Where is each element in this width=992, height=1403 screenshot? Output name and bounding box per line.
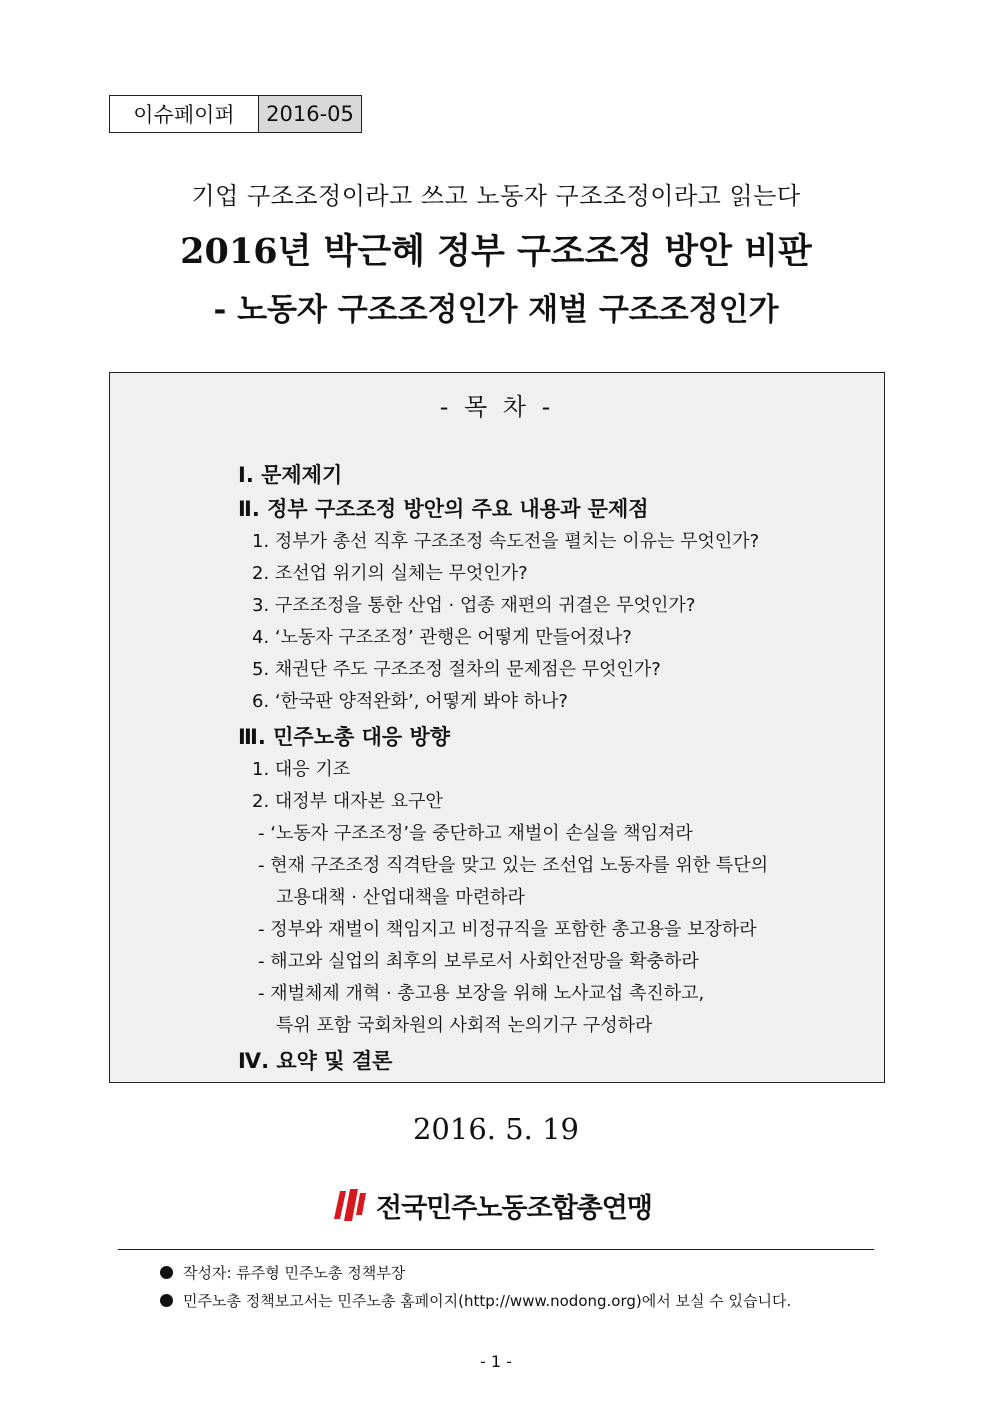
logo-text: 전국민주노동조합총연맹 bbox=[376, 1192, 652, 1224]
toc-item: 6. ‘한국판 양적완화’, 어떻게 봐야 하나? bbox=[252, 691, 568, 712]
toc-item: 3. 구조조정을 통한 산업 · 업종 재편의 귀결은 무엇인가? bbox=[252, 595, 696, 616]
toc-item: 1. 정부가 총선 직후 구조조정 속도전을 펼치는 이유는 무엇인가? bbox=[252, 531, 760, 552]
footer-divider bbox=[118, 1249, 874, 1250]
toc-item: 고용대책 · 산업대책을 마련하라 bbox=[276, 887, 525, 908]
table-of-contents bbox=[109, 372, 885, 1083]
toc-heading: - 목 차 - bbox=[439, 393, 555, 421]
toc-item: 특위 포함 국회차원의 사회적 논의기구 구성하라 bbox=[276, 1015, 653, 1036]
toc-item: 5. 채권단 주도 구조조정 절차의 문제점은 무엇인가? bbox=[252, 659, 661, 680]
kctu-flag-icon bbox=[330, 1185, 370, 1225]
publication-date: 2016. 5. 19 bbox=[412, 1112, 580, 1146]
toc-item: 4. ‘노동자 구조조정’ 관행은 어떻게 만들어졌나? bbox=[252, 627, 632, 648]
tag-label: 이슈페이퍼 bbox=[110, 96, 259, 132]
tag-number: 2016-05 bbox=[259, 96, 361, 132]
toc-item: 1. 대응 기조 bbox=[252, 759, 351, 780]
toc-item: - 현재 구조조정 직격탄을 맞고 있는 조선업 노동자를 위한 특단의 bbox=[258, 855, 769, 876]
toc-item: 2. 조선업 위기의 실체는 무엇인가? bbox=[252, 563, 528, 584]
document-title: 2016년 박근혜 정부 구조조정 방안 비판 bbox=[180, 231, 812, 272]
bullet-icon bbox=[160, 1266, 173, 1279]
toc-section: Ⅳ. 요약 및 결론 bbox=[238, 1049, 393, 1073]
issue-paper-tag bbox=[109, 95, 362, 133]
footer-note-website bbox=[160, 1290, 791, 1311]
toc-section: Ⅰ. 문제제기 bbox=[238, 463, 343, 487]
footer-note-author bbox=[160, 1262, 405, 1283]
kctu-logo bbox=[330, 1185, 652, 1225]
footer-note-text: 민주노총 정책보고서는 민주노총 홈페이지(http://www.nodong.org)에서 보실 수 있습니다. bbox=[183, 1292, 792, 1310]
bullet-icon bbox=[160, 1294, 173, 1307]
toc-section: Ⅱ. 정부 구조조정 방안의 주요 내용과 문제점 bbox=[238, 497, 649, 521]
page-number: - 1 - bbox=[480, 1352, 512, 1371]
toc-section: Ⅲ. 민주노총 대응 방향 bbox=[238, 725, 451, 749]
document-subtitle: 기업 구조조정이라고 쓰고 노동자 구조조정이라고 읽는다 bbox=[191, 182, 801, 210]
footer-note-text: 작성자: 류주형 민주노총 정책부장 bbox=[183, 1264, 406, 1282]
document-title-secondary: - 노동자 구조조정인가 재벌 구조조정인가 bbox=[213, 292, 779, 328]
toc-item: - 해고와 실업의 최후의 보루로서 사회안전망을 확충하라 bbox=[258, 951, 699, 972]
toc-item: - 정부와 재벌이 책임지고 비정규직을 포함한 총고용을 보장하라 bbox=[258, 919, 757, 940]
toc-item: - ‘노동자 구조조정’을 중단하고 재벌이 손실을 책임져라 bbox=[258, 823, 693, 844]
toc-item: 2. 대정부 대자본 요구안 bbox=[252, 791, 443, 812]
toc-item: - 재벌체제 개혁 · 총고용 보장을 위해 노사교섭 촉진하고, bbox=[258, 983, 705, 1004]
